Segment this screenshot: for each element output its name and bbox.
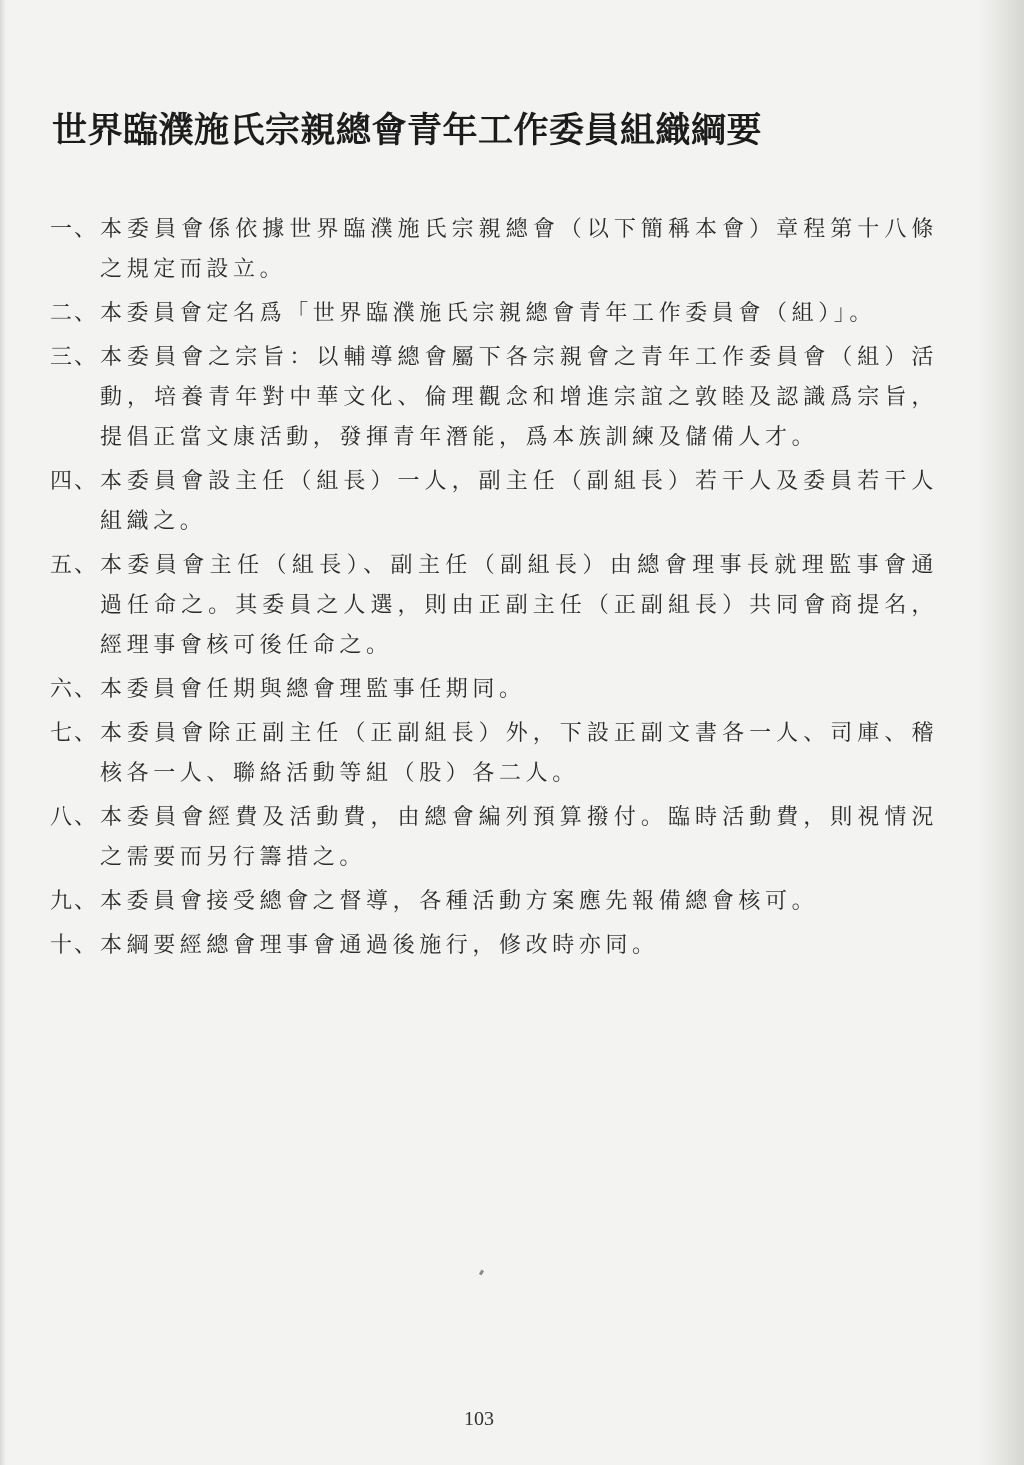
article-number: 一、 [50,217,99,242]
page-binding-edge [978,0,1024,1465]
article-text: 本委員會任期與總會理監事任期同。 [100,677,526,702]
article-number: 六、 [50,677,99,702]
article-number: 七、 [50,721,99,746]
page-left-shadow [0,0,6,1465]
article-text: 本委員會接受總會之督導，各種活動方案應先報備總會核可。 [100,889,819,914]
article-list [50,210,938,970]
article-text: 本綱要經總會理事會通過後施行，修改時亦同。 [100,933,659,958]
article-9 [50,882,938,922]
article-6 [50,670,938,710]
article-number: 四、 [50,469,99,494]
article-5 [50,546,938,666]
article-number: 三、 [50,345,99,370]
article-text: 本委員會定名爲「世界臨濮施氏宗親總會青年工作委員會（組）」。 [100,301,877,326]
article-text: 本委員會經費及活動費，由總會編列預算撥付。臨時活動費，則視情況之需要而另行籌措之。 [100,805,938,870]
article-3 [50,338,938,458]
document-title: 世界臨濮施氏宗親總會青年工作委員組織綱要 [52,111,763,152]
article-2 [50,294,938,334]
article-number: 八、 [50,805,99,830]
article-1 [50,210,938,290]
article-text: 本委員會主任（組長）、副主任（副組長）由總會理事長就理監事會通過任命之。其委員之人選，則由正副主任（正副組長）共同會商提名，經理事會核可後任命之。 [100,553,938,658]
article-number: 二、 [50,301,99,326]
article-number: 十、 [50,933,99,958]
article-number: 五、 [50,553,99,578]
article-number: 九、 [50,889,99,914]
article-7 [50,714,938,794]
article-text: 本委員會係依據世界臨濮施氏宗親總會（以下簡稱本會）章程第十八條之規定而設立。 [100,217,938,282]
article-text: 本委員會之宗旨：以輔導總會屬下各宗親會之青年工作委員會（組）活動，培養青年對中華文化、倫理觀念和增進宗誼之敦睦及認識爲宗旨，提倡正當文康活動，發揮青年潛能，爲本族訓練及儲備人才。 [100,345,938,450]
article-text: 本委員會除正副主任（正副組長）外，下設正副文書各一人、司庫、稽核各一人、聯絡活動等組（股）各二人。 [100,721,938,786]
article-text: 本委員會設主任（組長）一人，副主任（副組長）若干人及委員若干人組織之。 [100,469,938,534]
page-number: 103 [464,1408,494,1430]
article-10 [50,926,938,966]
scan-speck [479,1270,484,1276]
article-4 [50,462,938,542]
article-8 [50,798,938,878]
